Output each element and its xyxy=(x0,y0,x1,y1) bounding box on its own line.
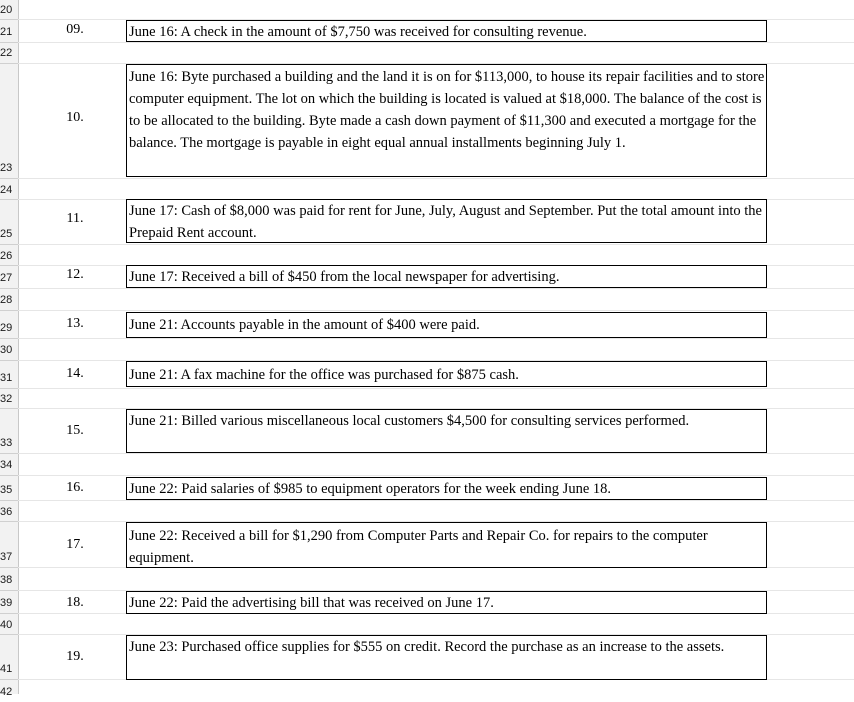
row-number[interactable]: 35 xyxy=(0,484,13,496)
row-gridline xyxy=(18,42,854,43)
row-header-divider xyxy=(0,453,18,454)
row-number[interactable]: 38 xyxy=(0,574,13,586)
row-number[interactable]: 22 xyxy=(0,47,13,59)
entry-description[interactable]: June 23: Purchased office supplies for $555 on credit. Record the purchase as an increase to the assets. xyxy=(126,635,767,680)
entry-number[interactable]: 10. xyxy=(66,110,84,125)
row-gridline xyxy=(18,500,854,501)
row-number[interactable]: 37 xyxy=(0,551,13,563)
entry-number[interactable]: 16. xyxy=(66,480,84,495)
row-number[interactable]: 36 xyxy=(0,506,13,518)
entry-description[interactable]: June 21: A fax machine for the office was purchased for $875 cash. xyxy=(126,361,767,387)
row-number[interactable]: 30 xyxy=(0,344,13,356)
row-gridline xyxy=(18,244,854,245)
row-number[interactable]: 26 xyxy=(0,250,13,262)
row-gridline xyxy=(18,388,854,389)
row-number[interactable]: 31 xyxy=(0,372,13,384)
row-header-divider xyxy=(0,42,18,43)
entry-description[interactable]: June 21: Billed various miscellaneous local customers $4,500 for consulting services performed. xyxy=(126,409,767,453)
row-number[interactable]: 32 xyxy=(0,393,13,405)
row-header-divider xyxy=(0,388,18,389)
row-header-divider xyxy=(0,244,18,245)
row-header-divider xyxy=(0,178,18,179)
entry-number[interactable]: 18. xyxy=(66,595,84,610)
row-number[interactable]: 27 xyxy=(0,272,13,284)
row-number[interactable]: 25 xyxy=(0,228,13,240)
row-gridline xyxy=(18,453,854,454)
row-header-divider xyxy=(0,288,18,289)
entry-number[interactable]: 12. xyxy=(66,267,84,282)
row-number[interactable]: 41 xyxy=(0,663,13,675)
row-number[interactable]: 33 xyxy=(0,437,13,449)
row-header-divider xyxy=(0,265,18,266)
row-gridline xyxy=(18,288,854,289)
entry-number[interactable]: 11. xyxy=(66,211,84,226)
row-number[interactable]: 29 xyxy=(0,322,13,334)
entry-description[interactable]: June 21: Accounts payable in the amount of $400 were paid. xyxy=(126,312,767,338)
entry-number[interactable]: 14. xyxy=(66,366,84,381)
row-header-divider xyxy=(0,408,18,409)
entry-description[interactable]: June 22: Paid the advertising bill that was received on June 17. xyxy=(126,591,767,614)
row-gridline xyxy=(18,475,854,476)
row-header-divider xyxy=(0,567,18,568)
row-number[interactable]: 34 xyxy=(0,459,13,471)
row-header-divider xyxy=(0,199,18,200)
entry-number[interactable]: 17. xyxy=(66,537,84,552)
row-header-divider xyxy=(0,634,18,635)
row-header-divider xyxy=(0,63,18,64)
entry-description[interactable]: June 17: Cash of $8,000 was paid for rent for June, July, August and September. Put the total amount into the Prepaid Rent account. xyxy=(126,199,767,243)
entry-number[interactable]: 19. xyxy=(66,649,84,664)
row-header-divider xyxy=(0,19,18,20)
row-header-divider xyxy=(0,310,18,311)
entry-number[interactable]: 15. xyxy=(66,423,84,438)
row-header-divider xyxy=(0,500,18,501)
row-number[interactable]: 23 xyxy=(0,162,13,174)
row-header-divider xyxy=(0,613,18,614)
row-header-divider xyxy=(0,475,18,476)
entry-description[interactable]: June 22: Received a bill for $1,290 from Computer Parts and Repair Co. for repairs to the computer equipment. xyxy=(126,522,767,568)
row-header-divider xyxy=(0,360,18,361)
entry-number[interactable]: 09. xyxy=(66,22,84,37)
row-gridline xyxy=(18,310,854,311)
row-number[interactable]: 24 xyxy=(0,184,13,196)
row-number[interactable]: 20 xyxy=(0,4,13,16)
entry-description[interactable]: June 16: Byte purchased a building and the land it is on for $113,000, to house its repair facilities and to store computer equipment. The lot on which the building is located is valued at $18,000. The balance of the cost is to be allocated to the building. Byte made a cash down payment of $11,300 and executed a mortgage for the balance. The mortgage is payable in eight equal annual installments beginning July 1. xyxy=(126,64,767,177)
entry-description[interactable]: June 22: Paid salaries of $985 to equipment operators for the week ending June 18. xyxy=(126,477,767,500)
entry-description[interactable]: June 16: A check in the amount of $7,750 was received for consulting revenue. xyxy=(126,20,767,42)
row-header-divider xyxy=(0,590,18,591)
entry-description[interactable]: June 17: Received a bill of $450 from the local newspaper for advertising. xyxy=(126,265,767,288)
row-gridline xyxy=(18,338,854,339)
entry-number[interactable]: 13. xyxy=(66,316,84,331)
row-number[interactable]: 21 xyxy=(0,26,13,38)
row-number[interactable]: 42 xyxy=(0,686,13,698)
row-header-divider xyxy=(0,338,18,339)
row-header-divider xyxy=(0,679,18,680)
row-number[interactable]: 28 xyxy=(0,294,13,306)
row-number[interactable]: 40 xyxy=(0,619,13,631)
row-number[interactable]: 39 xyxy=(0,597,13,609)
row-header-divider xyxy=(0,521,18,522)
row-gridline xyxy=(18,178,854,179)
